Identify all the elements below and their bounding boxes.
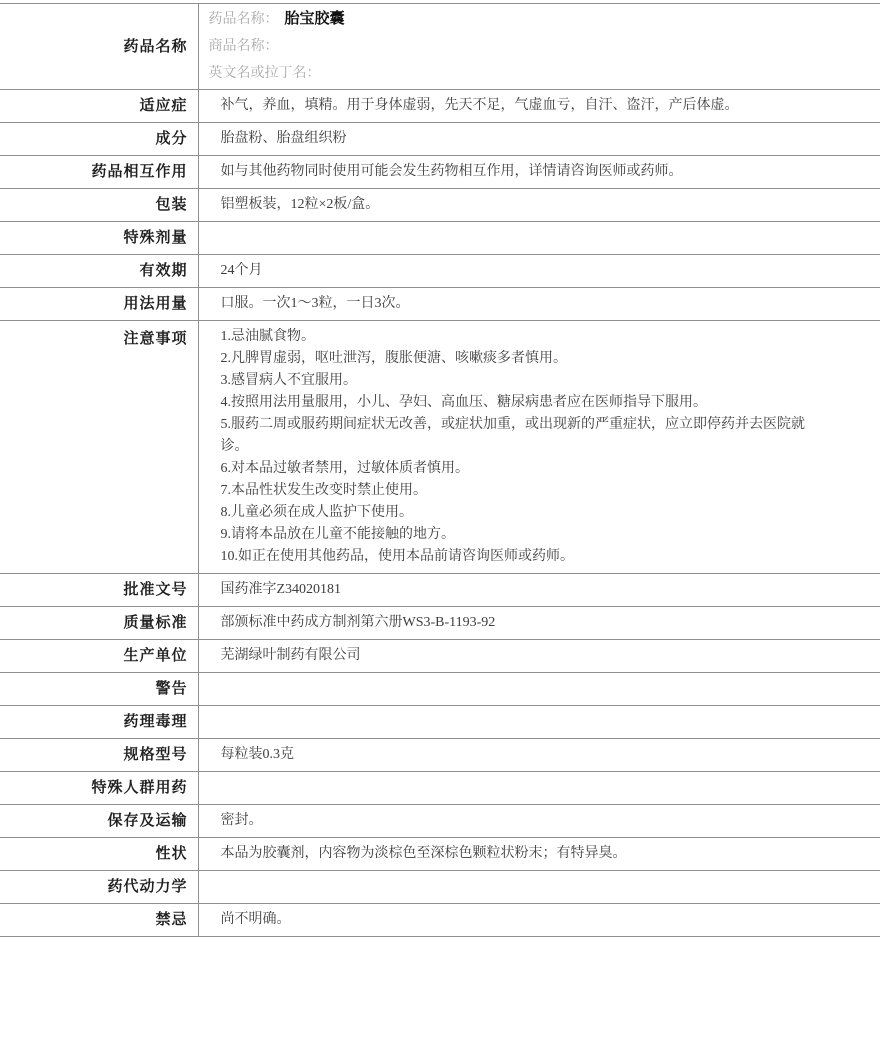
note-item: 10.如正在使用其他药品，使用本品前请咨询医师或药师。 bbox=[220, 549, 574, 564]
row-label: 药品相互作用 bbox=[0, 156, 198, 189]
note-item: 2.凡脾胃虚弱，呕吐泄泻，腹胀便溏、咳嗽痰多者慎用。 bbox=[220, 351, 567, 366]
row-value: 补气，养血，填精。用于身体虚弱，先天不足，气虚血亏，自汗、盗汗，产后体虚。 bbox=[220, 98, 739, 113]
note-item: 8.儿童必须在成人监护下使用。 bbox=[220, 505, 413, 520]
row-value: 密封。 bbox=[220, 813, 263, 828]
note-item: 3.感冒病人不宜服用。 bbox=[220, 373, 357, 388]
row-label: 特殊人群用药 bbox=[0, 772, 198, 805]
row-label: 性状 bbox=[0, 838, 198, 871]
row-label: 成分 bbox=[0, 123, 198, 156]
table-row bbox=[0, 805, 880, 838]
drug-name-prefix: 药品名称： bbox=[208, 12, 279, 27]
note-item: 9.请将本品放在儿童不能接触的地方。 bbox=[220, 527, 455, 542]
table-row bbox=[0, 673, 880, 706]
row-value: 每粒装0.3克 bbox=[220, 747, 294, 762]
row-value: 如与其他药物同时使用可能会发生药物相互作用，详情请咨询医师或药师。 bbox=[220, 164, 683, 179]
row-value bbox=[198, 673, 880, 706]
row-value: 铝塑板装，12粒×2板/盒。 bbox=[220, 197, 380, 212]
row-label: 用法用量 bbox=[0, 288, 198, 321]
row-value: 本品为胶囊剂，内容物为淡棕色至深棕色颗粒状粉末；有特异臭。 bbox=[220, 846, 627, 861]
row-value: 部颁标准中药成方制剂第六册WS3-B-1193-92 bbox=[220, 615, 496, 630]
table-row bbox=[0, 255, 880, 288]
table-row bbox=[0, 321, 880, 574]
row-value bbox=[198, 222, 880, 255]
table-row bbox=[0, 123, 880, 156]
row-label: 包装 bbox=[0, 189, 198, 222]
table-row bbox=[0, 222, 880, 255]
table-row bbox=[0, 838, 880, 871]
row-label: 注意事项 bbox=[0, 321, 198, 574]
row-value bbox=[198, 706, 880, 739]
row-label: 特殊剂量 bbox=[0, 222, 198, 255]
table-row bbox=[0, 739, 880, 772]
note-item: 6.对本品过敏者禁用，过敏体质者慎用。 bbox=[220, 461, 469, 476]
row-value: 24个月 bbox=[220, 263, 263, 278]
row-label: 质量标准 bbox=[0, 607, 198, 640]
drug-name-row bbox=[0, 4, 880, 90]
row-value bbox=[198, 321, 880, 574]
table-row bbox=[0, 607, 880, 640]
row-label-drug-name: 药品名称 bbox=[0, 4, 198, 90]
row-label: 警告 bbox=[0, 673, 198, 706]
row-value: 口服。一次1～3粒，一日3次。 bbox=[220, 296, 410, 311]
row-label: 药理毒理 bbox=[0, 706, 198, 739]
row-value: 尚不明确。 bbox=[220, 912, 291, 927]
drug-name-value-cell bbox=[198, 4, 880, 90]
row-value: 国药准字Z34020181 bbox=[220, 582, 342, 597]
table-row bbox=[0, 574, 880, 607]
row-value bbox=[198, 871, 880, 904]
row-label: 保存及运输 bbox=[0, 805, 198, 838]
row-value: 胎盘粉、胎盘组织粉 bbox=[220, 131, 347, 146]
table-row bbox=[0, 288, 880, 321]
row-value bbox=[198, 772, 880, 805]
drug-name-field bbox=[209, 6, 871, 33]
note-item: 1.忌油腻食物。 bbox=[220, 329, 315, 344]
note-item: 7.本品性状发生改变时禁止使用。 bbox=[220, 483, 427, 498]
table-row bbox=[0, 871, 880, 904]
row-label: 适应症 bbox=[0, 90, 198, 123]
row-label: 生产单位 bbox=[0, 640, 198, 673]
table-row bbox=[0, 90, 880, 123]
row-label: 有效期 bbox=[0, 255, 198, 288]
table-row bbox=[0, 772, 880, 805]
row-value: 芜湖绿叶制药有限公司 bbox=[220, 648, 361, 663]
table-row bbox=[0, 156, 880, 189]
row-label: 规格型号 bbox=[0, 739, 198, 772]
drug-name-text: 胎宝胶囊 bbox=[284, 11, 345, 27]
trade-name-prefix: 商品名称： bbox=[208, 39, 279, 54]
english-name-prefix: 英文名或拉丁名： bbox=[208, 66, 321, 81]
drug-info-table bbox=[0, 3, 880, 937]
table-row bbox=[0, 904, 880, 937]
trade-name-field bbox=[209, 33, 871, 60]
table-row bbox=[0, 189, 880, 222]
note-item: 4.按照用法用量服用，小儿、孕妇、高血压、糖尿病患者应在医师指导下服用。 bbox=[220, 395, 707, 410]
row-label: 批准文号 bbox=[0, 574, 198, 607]
note-item: 5.服药二周或服药期间症状无改善，或症状加重，或出现新的严重症状，应立即停药并去医院就诊。 bbox=[220, 417, 805, 454]
english-name-field bbox=[209, 60, 871, 87]
row-label: 禁忌 bbox=[0, 904, 198, 937]
table-row bbox=[0, 640, 880, 673]
table-row bbox=[0, 706, 880, 739]
row-label: 药代动力学 bbox=[0, 871, 198, 904]
